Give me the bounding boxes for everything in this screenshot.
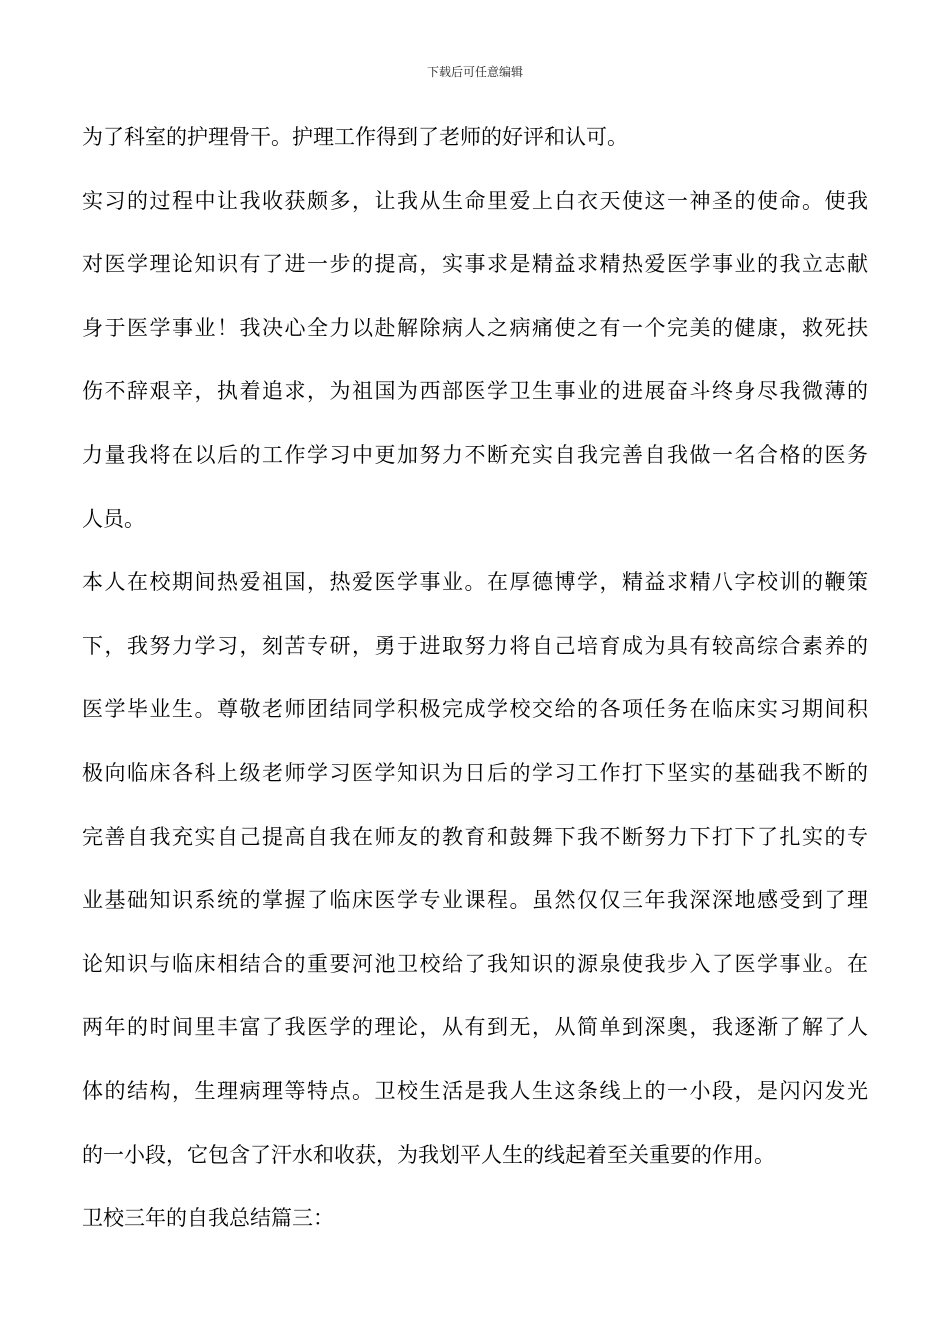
text-line: 人员。 <box>82 506 145 531</box>
header-note: 下载后可任意编辑 <box>426 65 523 79</box>
paragraph-2 <box>82 182 868 538</box>
document-body <box>82 118 868 1263</box>
text-line: 体的结构，生理病理等特点。卫校生活是我人生这条线上的一小段，是闪闪发光 <box>82 1078 868 1103</box>
text-line: 的一小段，它包含了汗水和收获，为我划平人生的线起着至关重要的作用。 <box>82 1142 775 1167</box>
text-line: 本人在校期间热爱祖国，热爱医学事业。在厚德博学，精益求精八字校训的鞭策 <box>82 570 868 595</box>
text-line: 力量我将在以后的工作学习中更加努力不断充实自我完善自我做一名合格的医务 <box>82 442 868 467</box>
text-line: 医学毕业生。尊敬老师团结同学积极完成学校交给的各项任务在临床实习期间积 <box>82 697 868 722</box>
text-line: 为了科室的护理骨干。护理工作得到了老师的好评和认可。 <box>82 125 628 149</box>
text-line: 卫校三年的自我总结篇三： <box>82 1206 334 1231</box>
paragraph-3 <box>82 563 868 1173</box>
text-line: 身于医学事业！我决心全力以赴解除病人之病痛使之有一个完美的健康，救死扶 <box>82 315 868 340</box>
text-line: 极向临床各科上级老师学习医学知识为日后的学习工作打下坚实的基础我不断的 <box>82 760 868 785</box>
section-heading <box>82 1199 868 1237</box>
paragraph-1 <box>82 118 868 156</box>
text-line: 对医学理论知识有了进一步的提高，实事求是精益求精热爱医学事业的我立志献 <box>82 252 868 277</box>
text-line: 完善自我充实自己提高自我在师友的教育和鼓舞下我不断努力下打下了扎实的专 <box>82 824 868 849</box>
text-line: 伤不辞艰辛，执着追求，为祖国为西部医学卫生事业的进展奋斗终身尽我微薄的 <box>82 379 868 404</box>
text-line: 业基础知识系统的掌握了临床医学专业课程。虽然仅仅三年我深深地感受到了理 <box>82 888 868 913</box>
text-line: 下，我努力学习，刻苦专研，勇于进取努力将自己培育成为具有较高综合素养的 <box>82 633 868 658</box>
text-line: 两年的时间里丰富了我医学的理论，从有到无，从简单到深奥，我逐渐了解了人 <box>82 1015 868 1040</box>
text-line: 实习的过程中让我收获颇多，让我从生命里爱上白衣天使这一神圣的使命。使我 <box>82 188 868 213</box>
text-line: 论知识与临床相结合的重要河池卫校给了我知识的源泉使我步入了医学事业。在 <box>82 951 868 976</box>
